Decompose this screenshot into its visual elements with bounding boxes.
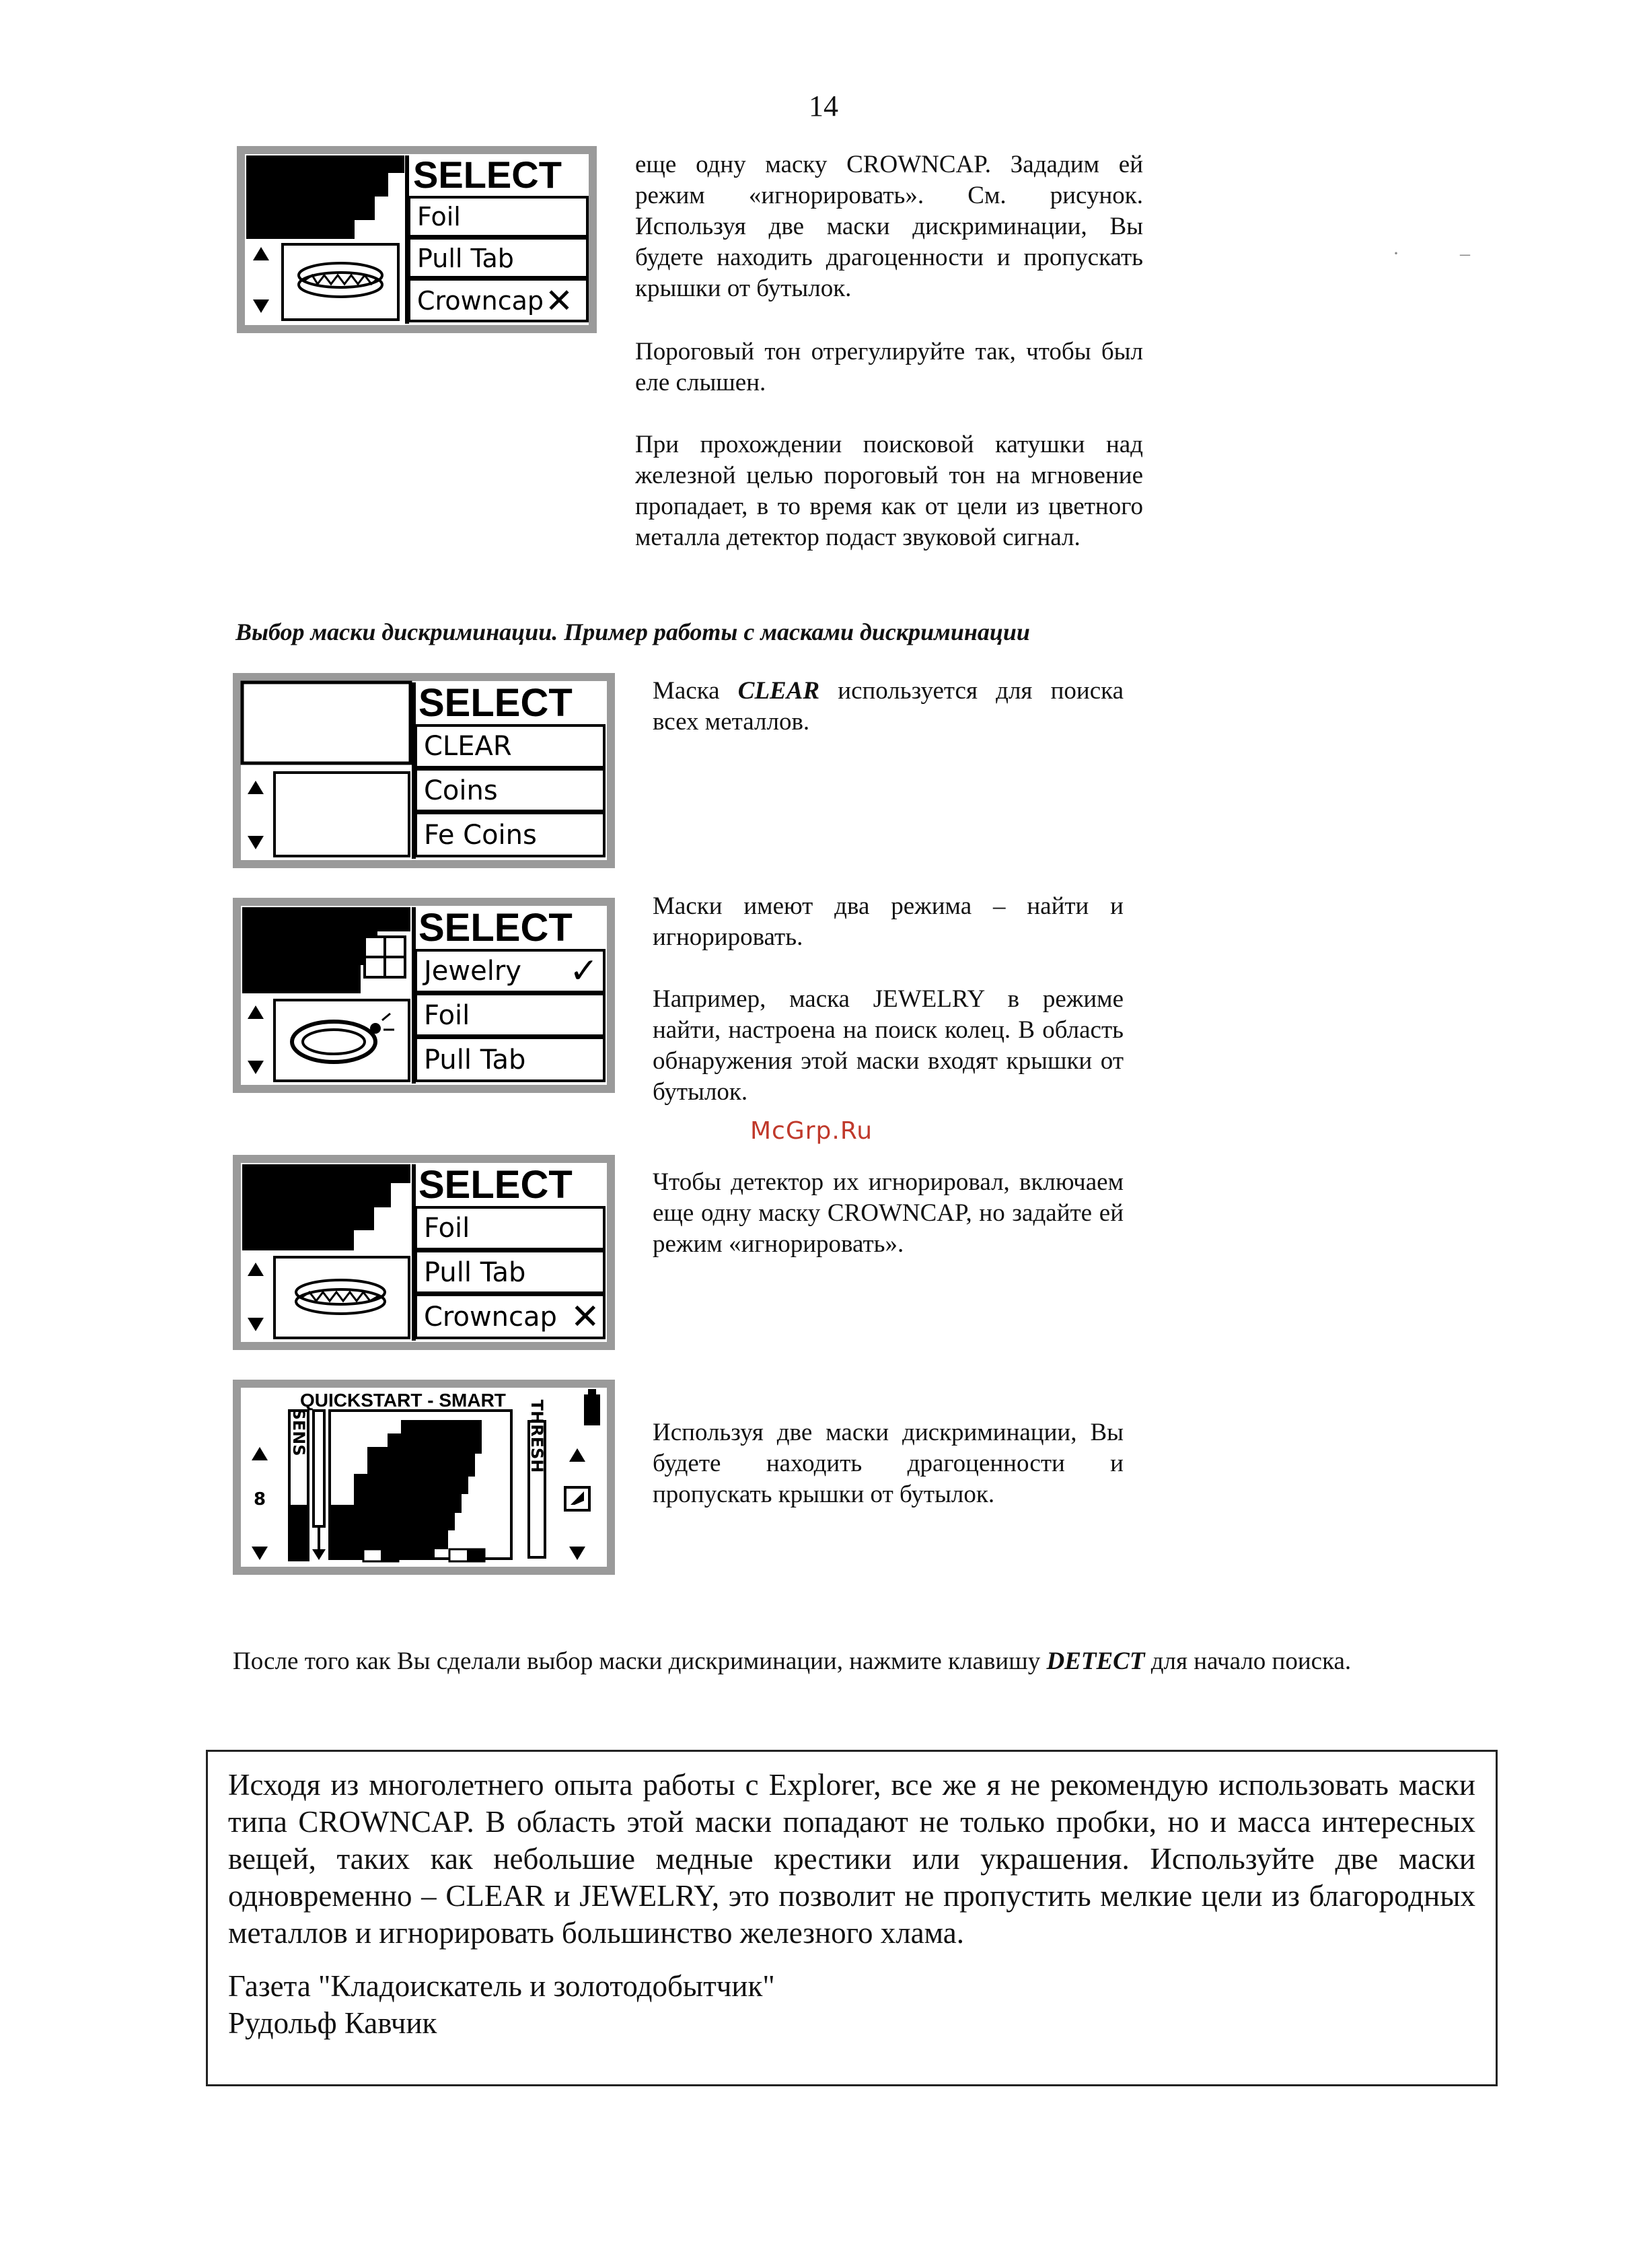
- paragraph-clear-mask: [653, 676, 1124, 738]
- detect-instruction: [233, 1646, 1511, 1677]
- menu-item-crowncap[interactable]: Crowncap: [424, 1302, 557, 1333]
- paragraph-ignore-crowncap: Чтобы детектор их игнорировал, включаем еще одну маску CROWNCAP, но задайте ей режим «игнорировать».: [653, 1168, 1124, 1258]
- page-number: 14: [809, 90, 838, 122]
- clear-keyword: CLEAR: [737, 677, 820, 705]
- thresh-bar-indicator: [449, 1549, 484, 1561]
- ignore-mark-icon: ✕: [545, 281, 573, 320]
- note-author: Рудольф Кавчик: [228, 2006, 437, 2040]
- menu-item-pull-tab[interactable]: Pull Tab: [424, 1257, 526, 1288]
- menu-item-crowncap[interactable]: Crowncap: [417, 286, 544, 316]
- menu-item-coins[interactable]: Coins: [424, 775, 498, 806]
- menu-item-foil[interactable]: Foil: [424, 1000, 470, 1031]
- grid-icon: [365, 937, 405, 977]
- note-source: Газета "Кладоискатель и золотодобытчик": [228, 1969, 775, 2003]
- menu-item-foil[interactable]: Foil: [417, 202, 461, 232]
- paragraph-jewelry-example: Например, маска JEWELRY в режиме найти, настроена на поиск колец. В область обнаружения этой маски входят крышки от бутылок.: [653, 985, 1124, 1106]
- menu-item-jewelry[interactable]: Jewelry: [424, 956, 521, 987]
- detect-suffix: для начало поиска.: [1144, 1647, 1352, 1675]
- detect-prefix: После того как Вы сделали выбор маски дискриминации, нажмите клавишу: [233, 1647, 1047, 1675]
- quickstart-title: QUICKSTART - SMART: [300, 1390, 506, 1411]
- clear-prefix: Маска: [653, 677, 738, 705]
- sens-bar-indicator: [363, 1549, 398, 1561]
- select-screen-2: [233, 673, 615, 868]
- quickstart-screen: [233, 1380, 615, 1575]
- select-screen-1: [237, 146, 597, 333]
- clear-suffix: используется для поиска всех металлов.: [653, 677, 1124, 736]
- select-title: SELECT: [413, 153, 562, 196]
- paragraph-crowncap-intro: еще одну маску CROWNCAP. Зададим ей режим «игнорировать». См. рисунок. Используя две маски дискриминации, Вы будете находить драгоценности и пропускать крышки от бутылок.: [635, 151, 1143, 302]
- menu-item-pull-tab[interactable]: Pull Tab: [417, 244, 514, 273]
- paragraph-threshold: Пороговый тон отрегулируйте так, чтобы был еле слышен.: [635, 338, 1143, 396]
- fast-track-icon[interactable]: [565, 1487, 589, 1510]
- paragraph-iron-target: При прохождении поисковой катушки над железной целью пороговый тон на мгновение пропадает, в то время как от цели из цветного металла детектор подаст звуковой сигнал.: [635, 431, 1143, 551]
- select-screen-3: [233, 898, 615, 1093]
- scan-mark: · –: [1393, 242, 1470, 264]
- menu-item-clear[interactable]: CLEAR: [424, 731, 512, 762]
- sens-value: 8: [253, 1489, 266, 1510]
- select-title: SELECT: [418, 1163, 573, 1207]
- sens-label: SENS: [289, 1408, 308, 1456]
- menu-item-pull-tab[interactable]: Pull Tab: [424, 1044, 526, 1075]
- select-screen-4: [233, 1155, 615, 1350]
- watermark: McGrp.Ru: [750, 1117, 873, 1145]
- thresh-label: THRESH: [527, 1399, 546, 1473]
- section-heading: Выбор маски дискриминации. Пример работы с масками дискриминации: [235, 618, 1030, 645]
- select-title: SELECT: [418, 681, 573, 725]
- ignore-mark-icon: ✕: [571, 1297, 600, 1337]
- battery-icon: [584, 1389, 600, 1425]
- paragraph-mask-modes: Маски имеют два режима – найти и игнорировать.: [653, 892, 1124, 951]
- note-body: Исходя из многолетнего опыта работы с Explorer, все же я не рекомендую использовать маски типа CROWNCAP. В область этой маски попадают не только пробки, но и масса интересных вещей, таких как небольшие медные крестики или украшения. Используйте две маски одновременно – CLEAR и JEWELRY, это позволит не пропустить мелкие цели из благородных металлов и игнорировать большинство железного хлама.: [228, 1768, 1475, 1950]
- author-note-box: [206, 1750, 1498, 2086]
- paragraph-two-masks: Используя две маски дискриминации, Вы будете находить драгоценности и пропускать крышки от бутылок.: [653, 1419, 1124, 1508]
- menu-item-foil[interactable]: Foil: [424, 1213, 470, 1244]
- detect-key: DETECT: [1046, 1647, 1145, 1675]
- menu-item-fe-coins[interactable]: Fe Coins: [424, 820, 537, 851]
- accept-check-icon: ✓: [569, 951, 599, 991]
- select-title: SELECT: [418, 906, 573, 950]
